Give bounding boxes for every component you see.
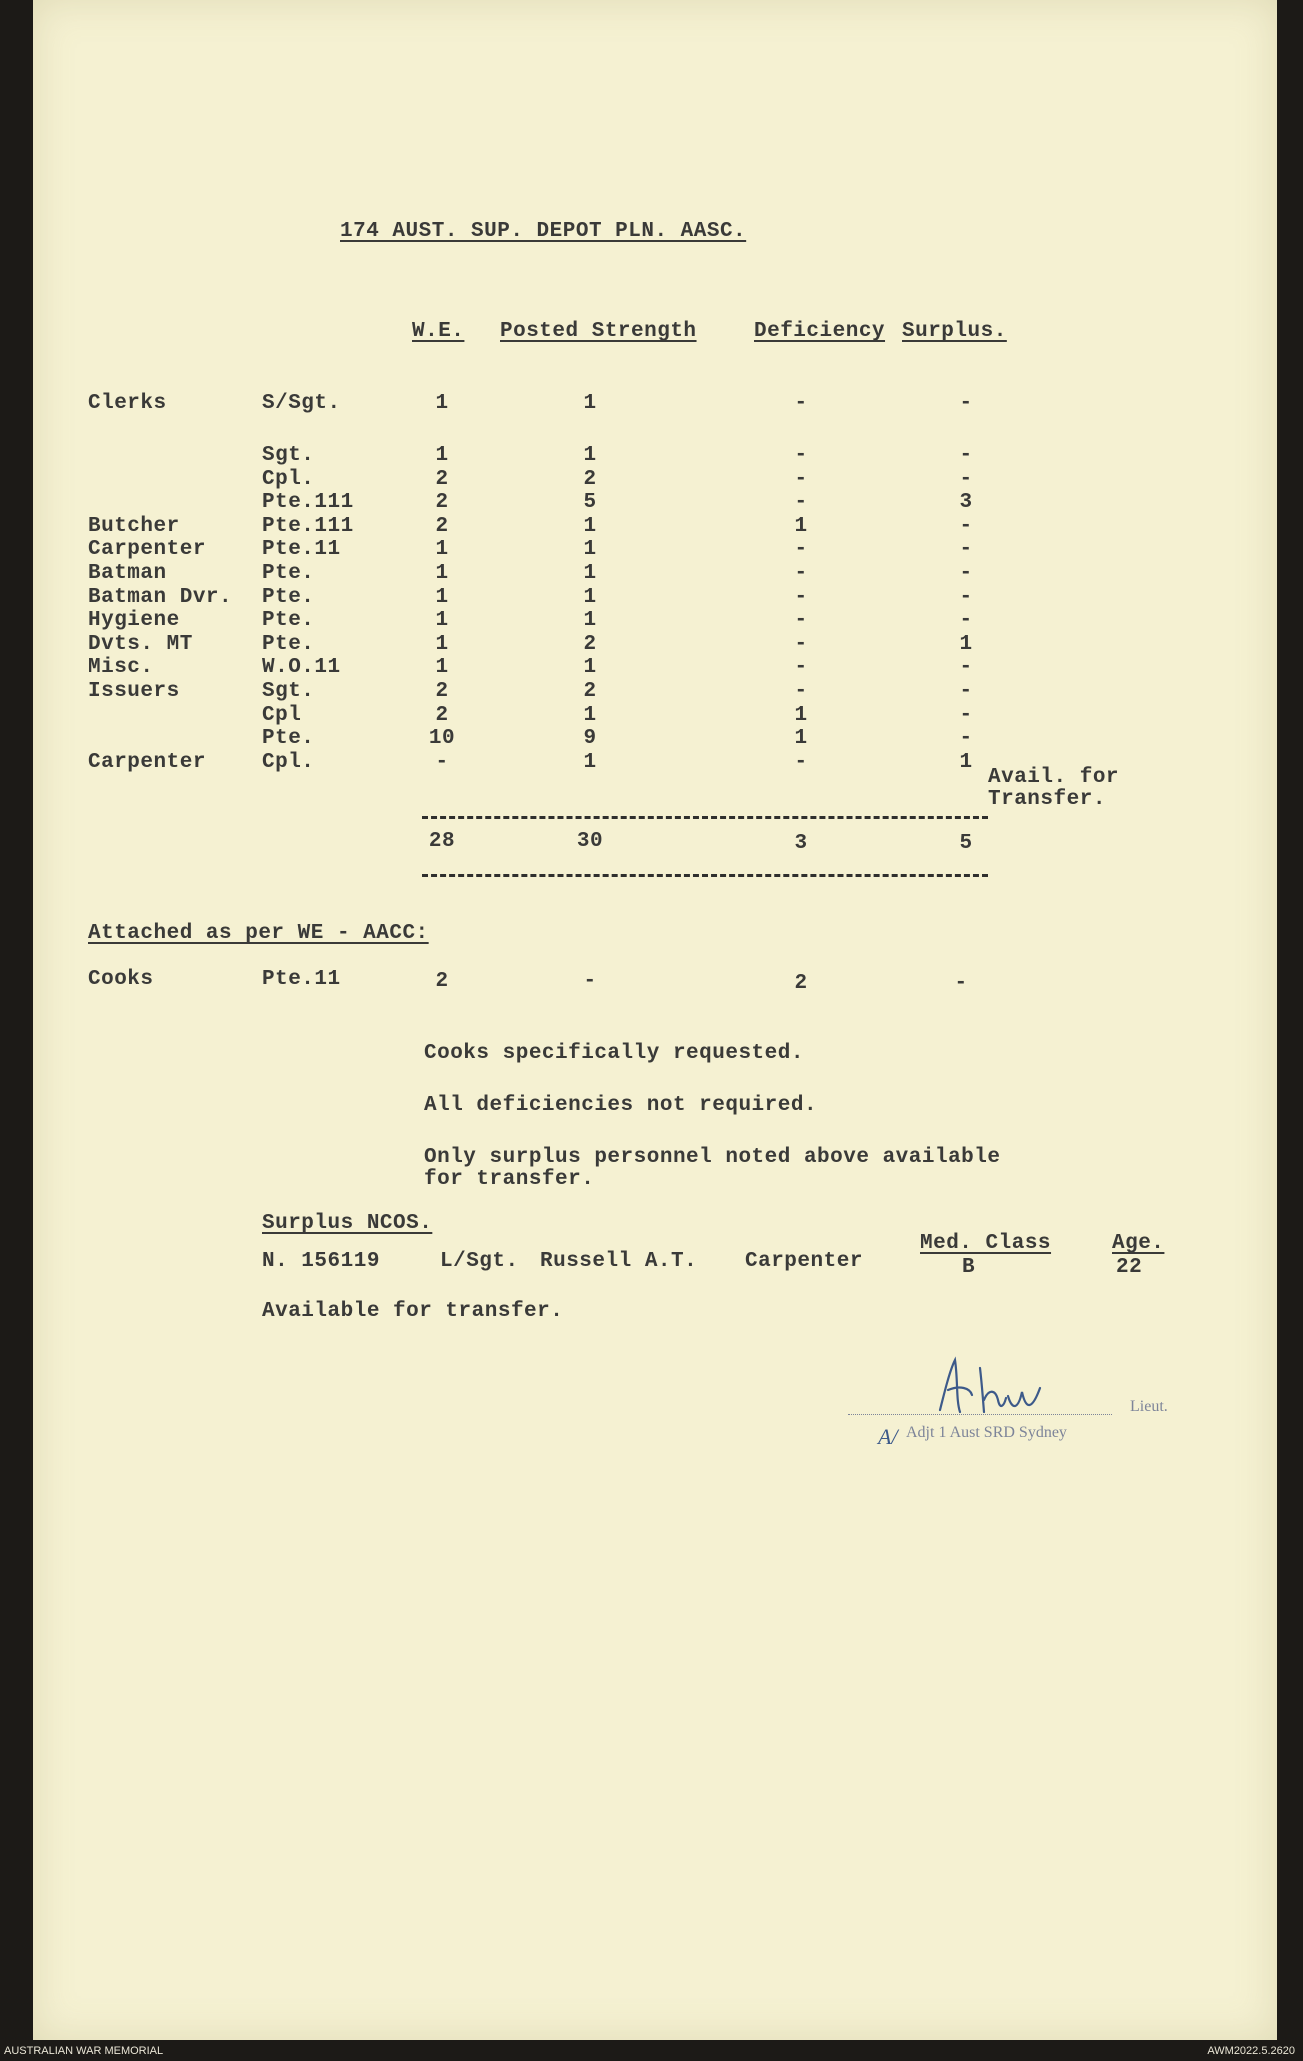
total-deficiency: 3 [794, 832, 808, 855]
cell-surplus: - [959, 585, 973, 609]
cell-we: - [435, 750, 449, 774]
cell-deficiency: - [794, 562, 808, 585]
cell-surplus: - [959, 703, 973, 727]
cell-surplus: 1 [959, 750, 973, 774]
cell-rank: Pte. [262, 609, 315, 633]
cell-trade: Carpenter [88, 538, 206, 562]
cell-rank: Cpl [262, 703, 302, 727]
cell-deficiency: 1 [794, 703, 808, 727]
footer-institution: AUSTRALIAN WAR MEMORIAL [4, 2045, 164, 2057]
med-class-label: Med. Class [920, 1232, 1052, 1255]
cell-rank: Cpl. [262, 467, 315, 491]
cell-deficiency: - [794, 585, 808, 609]
total-we: 28 [428, 830, 456, 853]
cell-posted: 1 [583, 703, 597, 727]
cell-surplus: 3 [959, 491, 973, 515]
cell-posted: 1 [583, 750, 597, 774]
avail-note-line2: Transfer. [988, 788, 1106, 811]
cell-rank: Sgt. [262, 680, 315, 703]
cell-posted: 2 [583, 467, 597, 491]
cell-posted: 1 [583, 538, 597, 562]
cell-we: 1 [435, 392, 449, 415]
cell-surplus: - [959, 609, 973, 633]
cell-deficiency: - [794, 467, 808, 491]
cell-we: 2 [435, 703, 449, 727]
attached-posted: - [583, 970, 597, 993]
cell-trade: Clerks [88, 392, 167, 415]
cell-surplus: 1 [959, 632, 973, 656]
cell-surplus: - [959, 392, 973, 415]
note-surplus-line2: for transfer. [424, 1168, 595, 1191]
nco-trade: Carpenter [745, 1250, 863, 1273]
cell-deficiency: - [794, 392, 808, 415]
cell-surplus: - [959, 444, 973, 467]
archive-footer [0, 2045, 1303, 2061]
signature [900, 1340, 1060, 1420]
cell-surplus: - [959, 514, 973, 538]
stamp-prefix: A/ [878, 1424, 898, 1449]
cell-rank: Pte. [262, 727, 315, 751]
cell-deficiency: 1 [794, 514, 808, 538]
cell-trade: Hygiene [88, 609, 180, 633]
cell-surplus: - [959, 538, 973, 562]
cell-surplus: - [959, 467, 973, 491]
stamp-title: Adjt 1 Aust SRD Sydney [906, 1424, 1067, 1441]
attached-deficiency: 2 [794, 972, 808, 995]
note-surplus-line1: Only surplus personnel noted above available [424, 1146, 1001, 1169]
cell-rank: Pte. [262, 585, 315, 609]
document-page [33, 0, 1277, 2040]
cell-rank: Pte.11 [262, 538, 341, 562]
cell-we: 1 [435, 609, 449, 633]
header-posted-strength: Posted Strength [500, 320, 697, 343]
attached-we: 2 [435, 970, 449, 993]
cell-deficiency: - [794, 632, 808, 656]
note-cooks: Cooks specifically requested. [424, 1042, 804, 1065]
cell-rank: Sgt. [262, 444, 315, 467]
cell-rank: Pte.111 [262, 514, 354, 538]
cell-rank: Pte.111 [262, 491, 354, 515]
cell-trade: Batman [88, 562, 167, 585]
cell-we: 1 [435, 538, 449, 562]
nco-name: Russell A.T. [540, 1250, 698, 1273]
cell-posted: 1 [583, 514, 597, 538]
header-surplus: Surplus. [902, 320, 1007, 343]
age-value: 22 [1116, 1256, 1143, 1279]
total-surplus: 5 [959, 832, 973, 855]
cell-we: 1 [435, 656, 449, 680]
cell-posted: 1 [583, 392, 597, 415]
cell-we: 2 [435, 467, 449, 491]
cell-trade: Misc. [88, 656, 154, 680]
attached-surplus: - [954, 972, 968, 995]
attached-trade: Cooks [88, 968, 154, 991]
cell-deficiency: 1 [794, 727, 808, 751]
cell-rank: Pte. [262, 562, 315, 585]
header-we: W.E. [412, 320, 465, 343]
cell-rank: Pte. [262, 632, 315, 656]
cell-posted: 9 [583, 727, 597, 751]
attached-rank: Pte.11 [262, 968, 341, 991]
med-class-value: B [962, 1256, 976, 1279]
header-deficiency: Deficiency [754, 320, 886, 343]
cell-posted: 5 [583, 491, 597, 515]
cell-deficiency: - [794, 750, 808, 774]
avail-note-line1: Avail. for [988, 766, 1120, 789]
attached-heading: Attached as per WE - AACC: [88, 922, 429, 945]
cell-trade: Dvts. MT [88, 632, 193, 656]
cell-we: 2 [435, 514, 449, 538]
cell-posted: 1 [583, 444, 597, 467]
available-for-transfer: Available for transfer. [262, 1300, 564, 1323]
cell-trade: Carpenter [88, 750, 206, 774]
cell-we: 1 [435, 632, 449, 656]
cell-posted: 1 [583, 656, 597, 680]
stamp-rank: Lieut. [1130, 1398, 1168, 1415]
cell-posted: 1 [583, 609, 597, 633]
cell-posted: 2 [583, 680, 597, 703]
cell-deficiency: - [794, 680, 808, 703]
total-posted: 30 [576, 830, 604, 853]
footer-reference: AWM2022.5.2620 [1207, 2045, 1295, 2057]
cell-trade: Batman Dvr. [88, 585, 233, 609]
totals-rule-top [422, 816, 988, 819]
cell-trade: Issuers [88, 680, 180, 703]
cell-we: 1 [435, 585, 449, 609]
cell-surplus: - [959, 680, 973, 703]
cell-we: 10 [428, 727, 456, 751]
cell-deficiency: - [794, 444, 808, 467]
cell-deficiency: - [794, 656, 808, 680]
cell-posted: 1 [583, 562, 597, 585]
cell-we: 2 [435, 491, 449, 515]
cell-deficiency: - [794, 609, 808, 633]
cell-we: 2 [435, 680, 449, 703]
note-deficiencies: All deficiencies not required. [424, 1094, 818, 1117]
cell-we: 1 [435, 444, 449, 467]
cell-we: 1 [435, 562, 449, 585]
cell-rank: S/Sgt. [262, 392, 341, 415]
nco-rank: L/Sgt. [440, 1250, 519, 1273]
surplus-ncos-heading: Surplus NCOS. [262, 1212, 433, 1235]
totals-rule-bottom [422, 874, 988, 877]
nco-number: N. 156119 [262, 1250, 380, 1273]
cell-deficiency: - [794, 538, 808, 562]
stamp-dotted-line [848, 1414, 1112, 1415]
document-title: 174 AUST. SUP. DEPOT PLN. AASC. [340, 220, 747, 243]
cell-deficiency: - [794, 491, 808, 515]
cell-surplus: - [959, 656, 973, 680]
cell-posted: 1 [583, 585, 597, 609]
cell-posted: 2 [583, 632, 597, 656]
age-label: Age. [1112, 1232, 1165, 1255]
cell-trade: Butcher [88, 514, 180, 538]
cell-rank: W.O.11 [262, 656, 341, 680]
cell-surplus: - [959, 727, 973, 751]
cell-surplus: - [959, 562, 973, 585]
cell-rank: Cpl. [262, 750, 315, 774]
